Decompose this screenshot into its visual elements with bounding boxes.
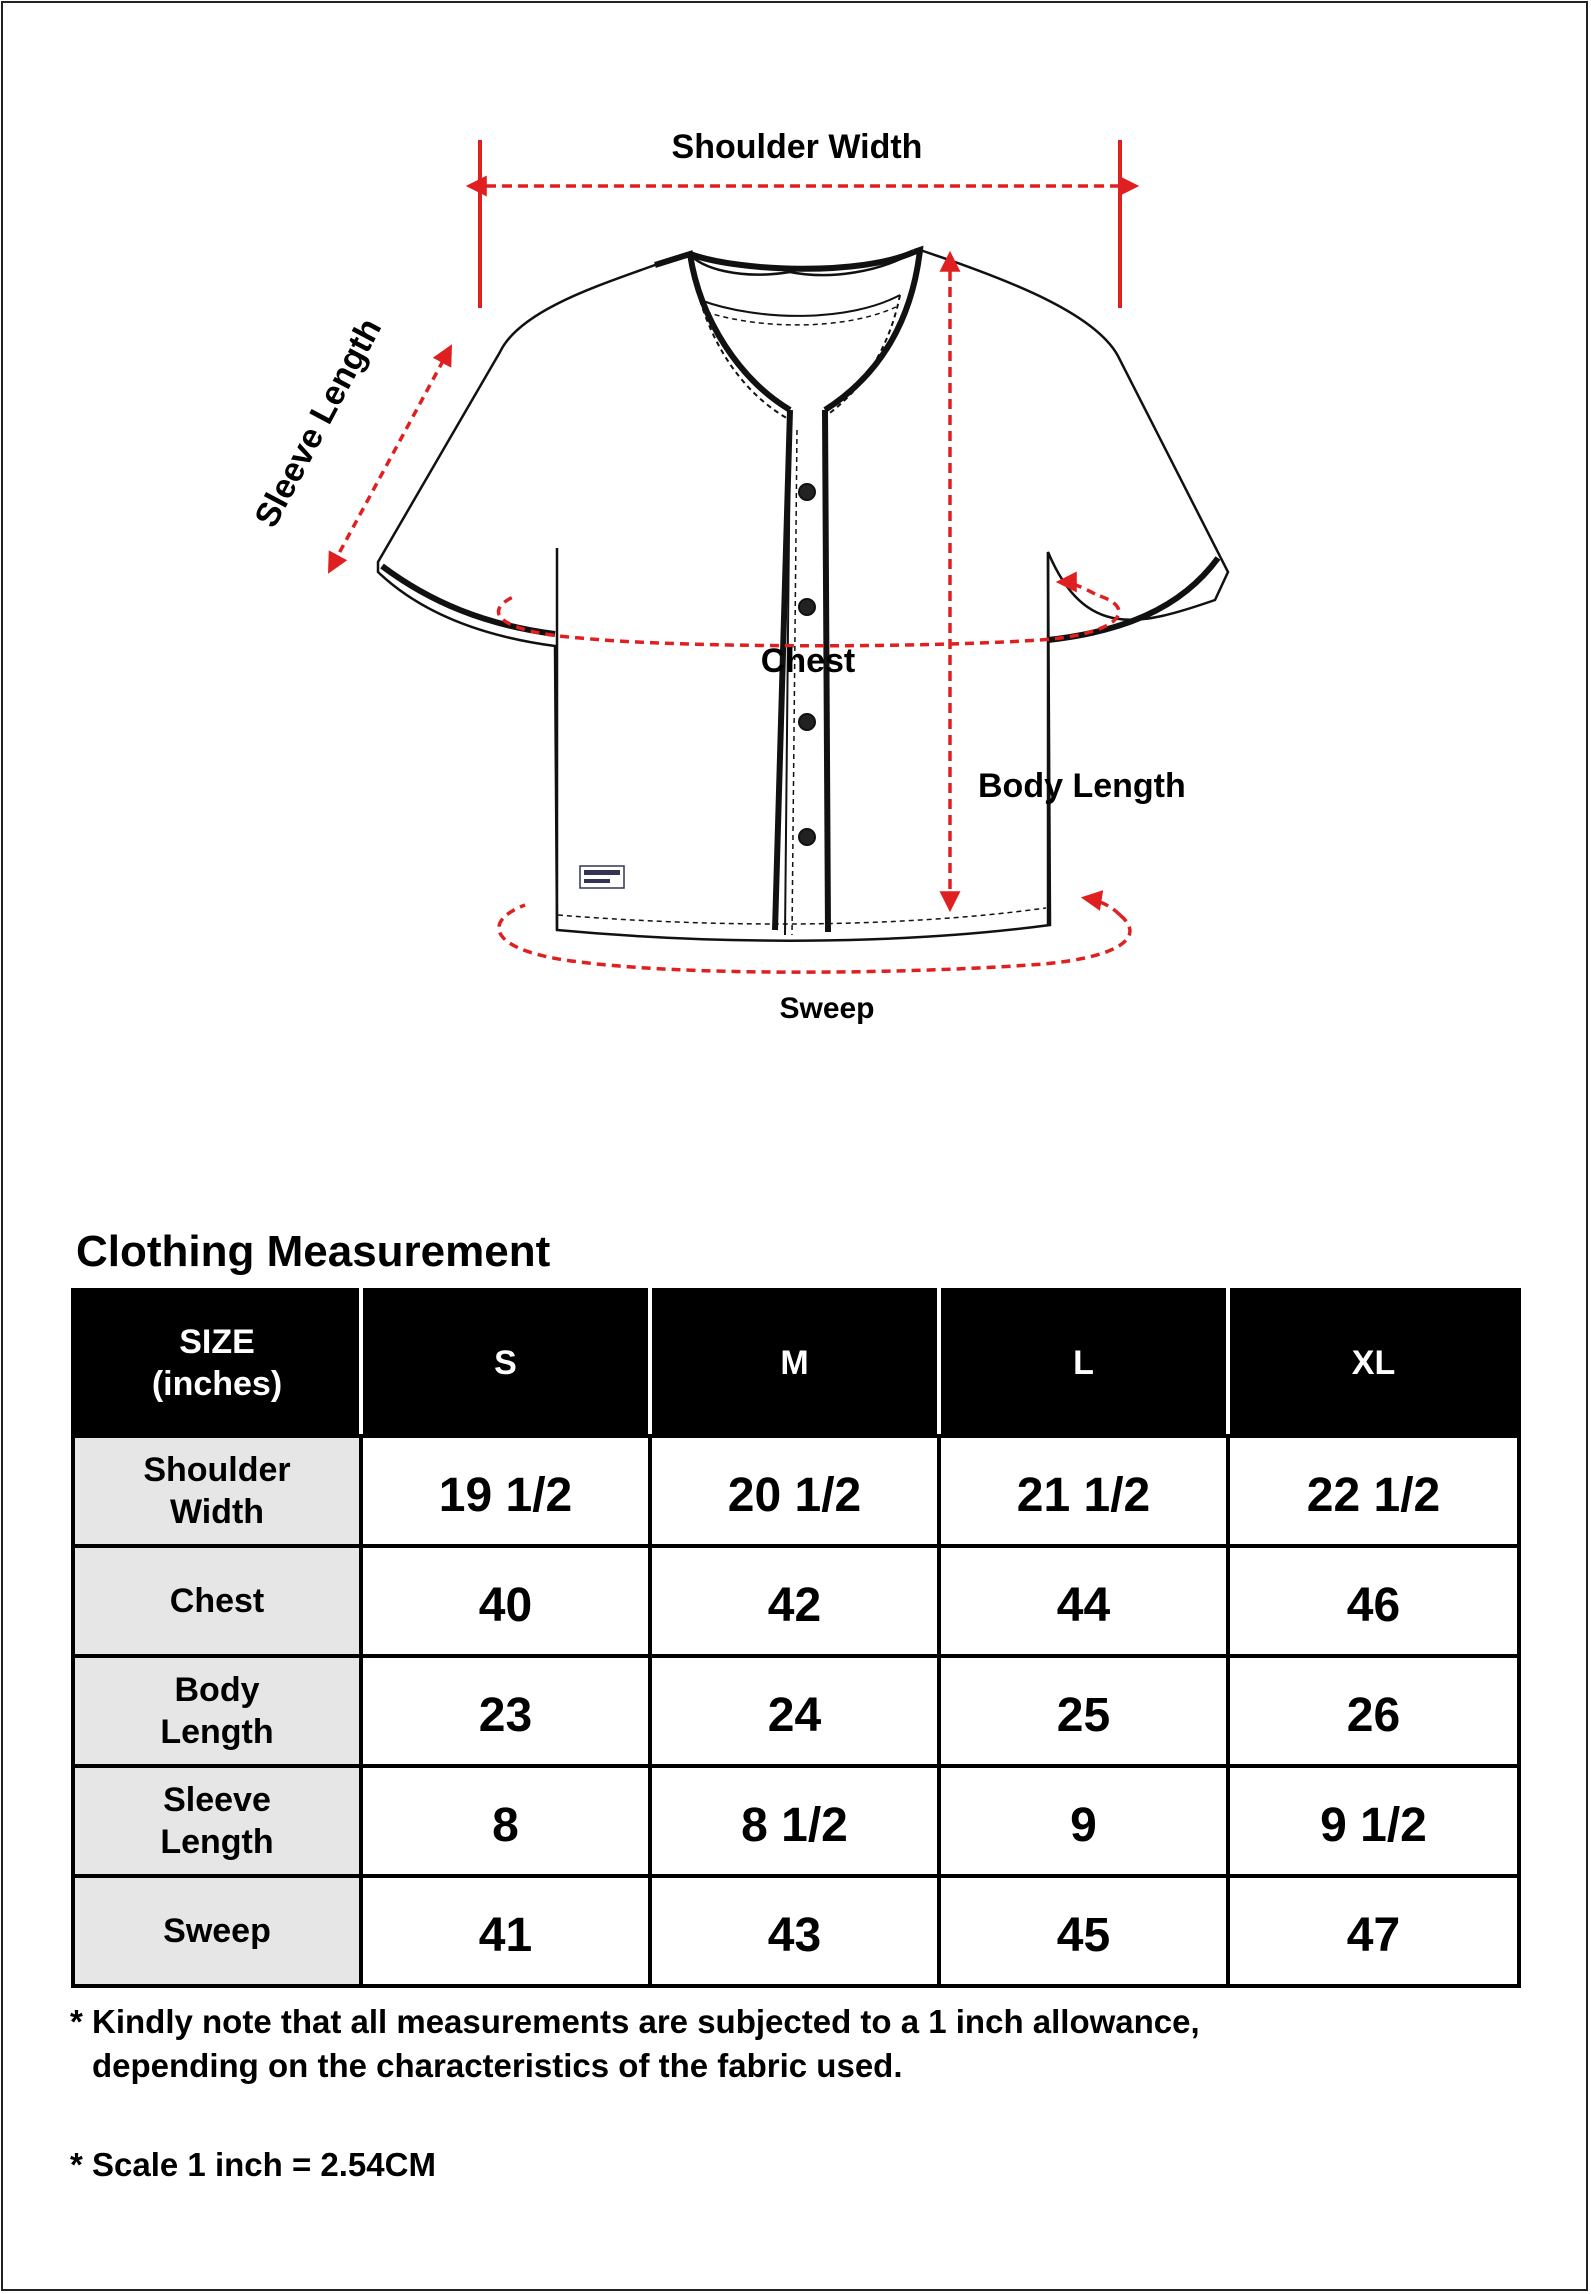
cell-sweep-l: 45 — [939, 1876, 1228, 1986]
cell-sleeve-xl: 9 1/2 — [1228, 1766, 1519, 1876]
cell-chest-l: 44 — [939, 1546, 1228, 1656]
table-header-row — [73, 1290, 1519, 1436]
row-label-line1: Shoulder — [143, 1450, 291, 1489]
table-row — [73, 1876, 1519, 1986]
table-title: Clothing Measurement — [76, 1227, 551, 1276]
cell-sweep-s: 41 — [361, 1876, 650, 1986]
size-header — [73, 1290, 361, 1436]
cell-shoulder-s: 19 1/2 — [361, 1436, 650, 1546]
size-header-line1: SIZE — [179, 1322, 255, 1361]
size-chart-table — [71, 1288, 1521, 1988]
cell-sweep-m: 43 — [650, 1876, 939, 1986]
row-label-sweep — [73, 1876, 361, 1986]
cell-chest-m: 42 — [650, 1546, 939, 1656]
size-col-xl: XL — [1228, 1290, 1519, 1436]
button-2 — [799, 599, 815, 615]
size-header-line2: (inches) — [151, 1365, 283, 1403]
label-chest: Chest — [760, 642, 856, 680]
table-row — [73, 1546, 1519, 1656]
row-label-line1: Sleeve — [163, 1780, 271, 1819]
row-label-line1: Chest — [169, 1581, 265, 1620]
cell-sleeve-s: 8 — [361, 1766, 650, 1876]
cell-body-s: 23 — [361, 1656, 650, 1766]
row-label-line1: Body — [174, 1670, 260, 1709]
size-col-s: S — [361, 1290, 650, 1436]
cell-shoulder-xl: 22 1/2 — [1228, 1436, 1519, 1546]
row-label-chest — [73, 1546, 361, 1656]
allowance-note-line1: * Kindly note that all measurements are subjected to a 1 inch allowance, — [70, 2003, 1200, 2040]
size-col-l: L — [939, 1290, 1228, 1436]
cell-sweep-xl: 47 — [1228, 1876, 1519, 1986]
button-1 — [799, 484, 815, 500]
allowance-note — [70, 2000, 1200, 2088]
cell-sleeve-l: 9 — [939, 1766, 1228, 1876]
scale-note: * Scale 1 inch = 2.54CM — [70, 2146, 436, 2183]
cell-body-l: 25 — [939, 1656, 1228, 1766]
table-row — [73, 1436, 1519, 1546]
cell-sleeve-m: 8 1/2 — [650, 1766, 939, 1876]
row-label-line2: Length — [160, 1823, 274, 1861]
table-row — [73, 1766, 1519, 1876]
cell-chest-s: 40 — [361, 1546, 650, 1656]
row-label-line2: Width — [169, 1493, 265, 1531]
label-sleeve-length: Sleeve Length — [247, 312, 390, 534]
button-4 — [799, 829, 815, 845]
cell-chest-xl: 46 — [1228, 1546, 1519, 1656]
row-label-body-length — [73, 1656, 361, 1766]
size-col-m: M — [650, 1290, 939, 1436]
label-shoulder-width: Shoulder Width — [671, 128, 923, 166]
row-label-shoulder-width — [73, 1436, 361, 1546]
table-row — [73, 1656, 1519, 1766]
cell-body-m: 24 — [650, 1656, 939, 1766]
row-label-sleeve-length — [73, 1766, 361, 1876]
label-sweep: Sweep — [779, 992, 875, 1025]
cell-shoulder-l: 21 1/2 — [939, 1436, 1228, 1546]
jersey-measurement-diagram — [0, 0, 1591, 1100]
row-label-line2: Length — [160, 1713, 274, 1751]
label-body-length: Body Length — [978, 767, 1186, 805]
cell-body-xl: 26 — [1228, 1656, 1519, 1766]
button-3 — [799, 714, 815, 730]
row-label-line1: Sweep — [163, 1911, 271, 1950]
allowance-note-line2: depending on the characteristics of the fabric used. — [92, 2047, 903, 2084]
cell-shoulder-m: 20 1/2 — [650, 1436, 939, 1546]
jersey-tag — [580, 866, 624, 888]
